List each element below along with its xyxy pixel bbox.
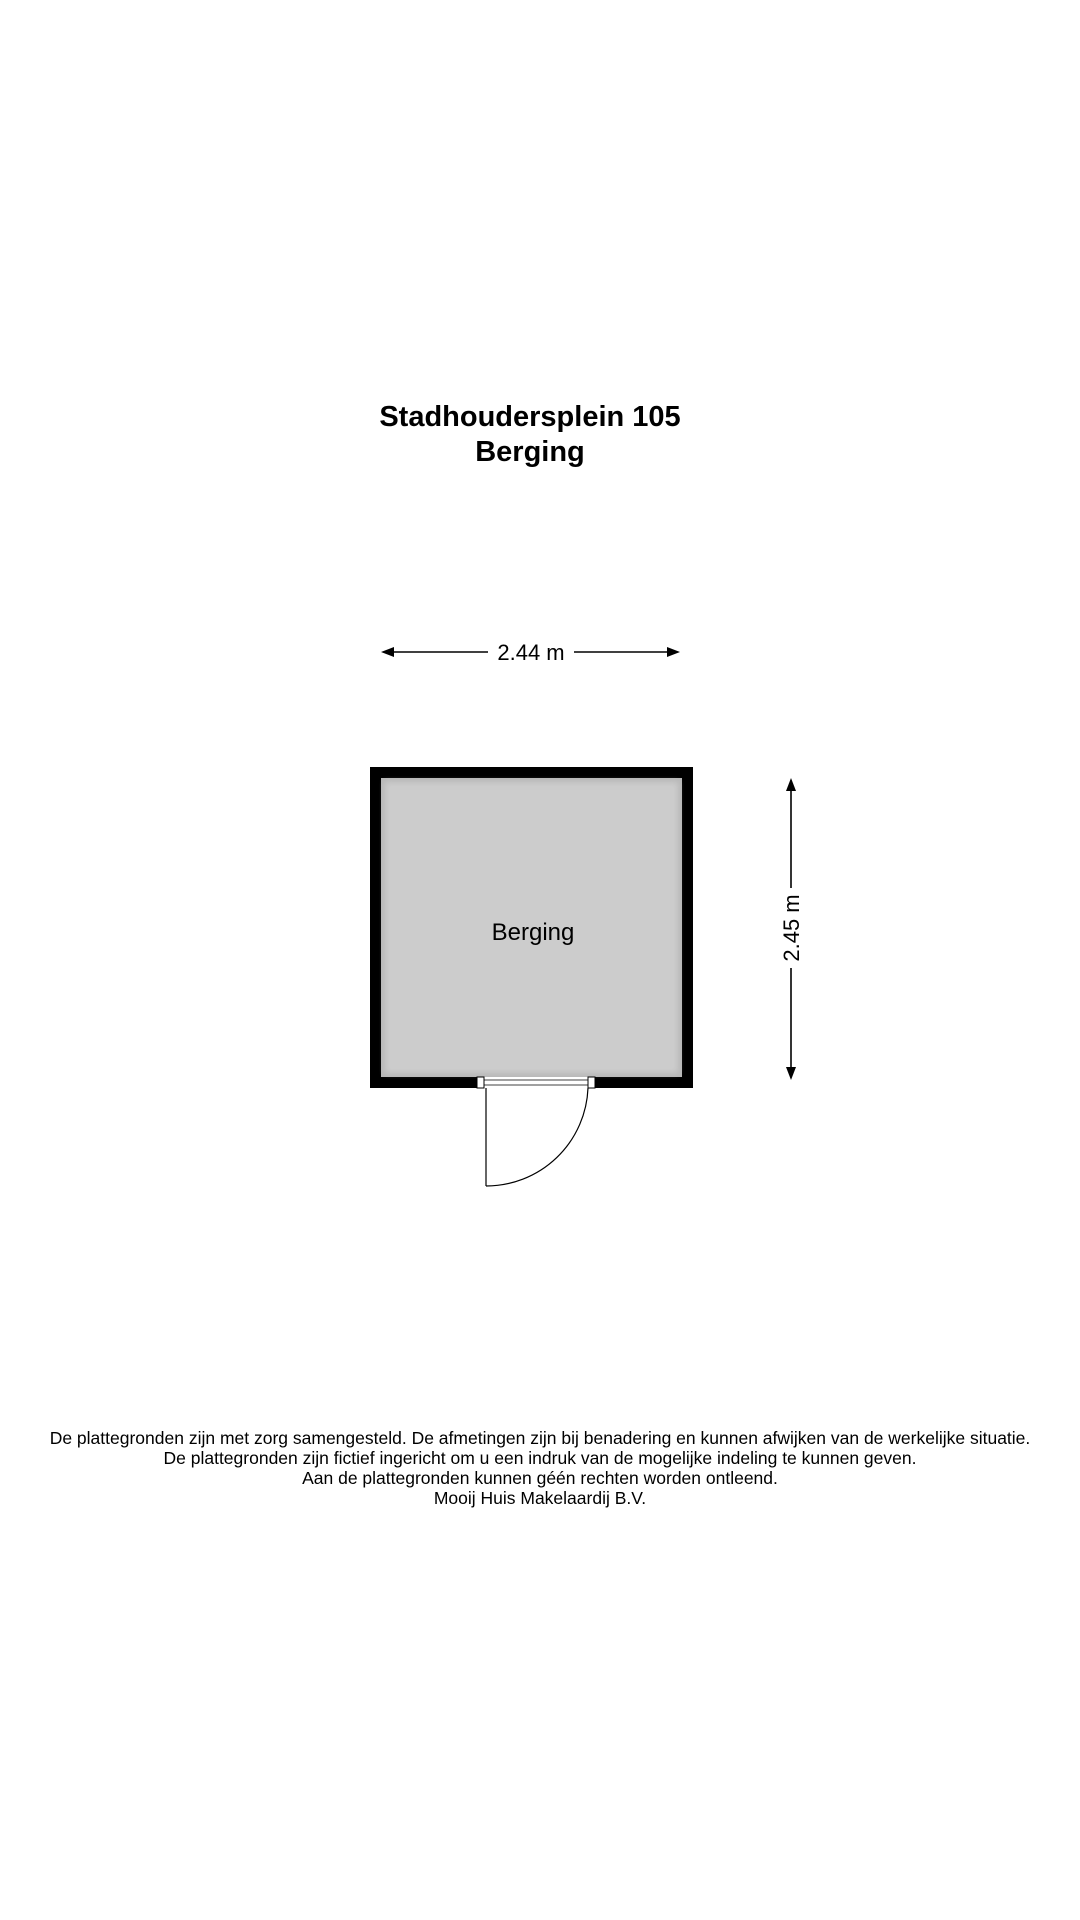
disclaimer	[0, 1428, 1080, 1508]
height-arrow-top-icon	[786, 778, 796, 791]
width-dimension	[381, 640, 680, 665]
height-dimension-label: 2.45 m	[779, 894, 804, 962]
disclaimer-line-2: De plattegronden zijn fictief ingericht om u een indruk van de mogelijke indeling te kunnen geven.	[163, 1448, 917, 1468]
height-dimension	[779, 778, 804, 1080]
room-label: Berging	[491, 919, 575, 946]
floor-title: Berging	[475, 436, 585, 468]
width-arrow-left-icon	[381, 647, 394, 657]
door-jamb-left	[477, 1077, 484, 1088]
height-arrow-bottom-icon	[786, 1067, 796, 1080]
disclaimer-line-3: Aan de plattegronden kunnen géén rechten worden ontleend.	[302, 1468, 778, 1488]
address-title: Stadhoudersplein 105	[379, 401, 681, 433]
door-swing-arc	[486, 1088, 588, 1186]
room-berging	[370, 767, 693, 1088]
door	[477, 1077, 595, 1186]
disclaimer-line-1: De plattegronden zijn met zorg samengesteld. De afmetingen zijn bij benadering en kunnen afwijken van de werkelijke situatie.	[49, 1428, 1031, 1448]
door-opening	[477, 1077, 595, 1088]
width-arrow-right-icon	[667, 647, 680, 657]
door-jamb-right	[588, 1077, 595, 1088]
disclaimer-line-4: Mooij Huis Makelaardij B.V.	[433, 1488, 647, 1508]
width-dimension-label: 2.44 m	[497, 640, 565, 665]
